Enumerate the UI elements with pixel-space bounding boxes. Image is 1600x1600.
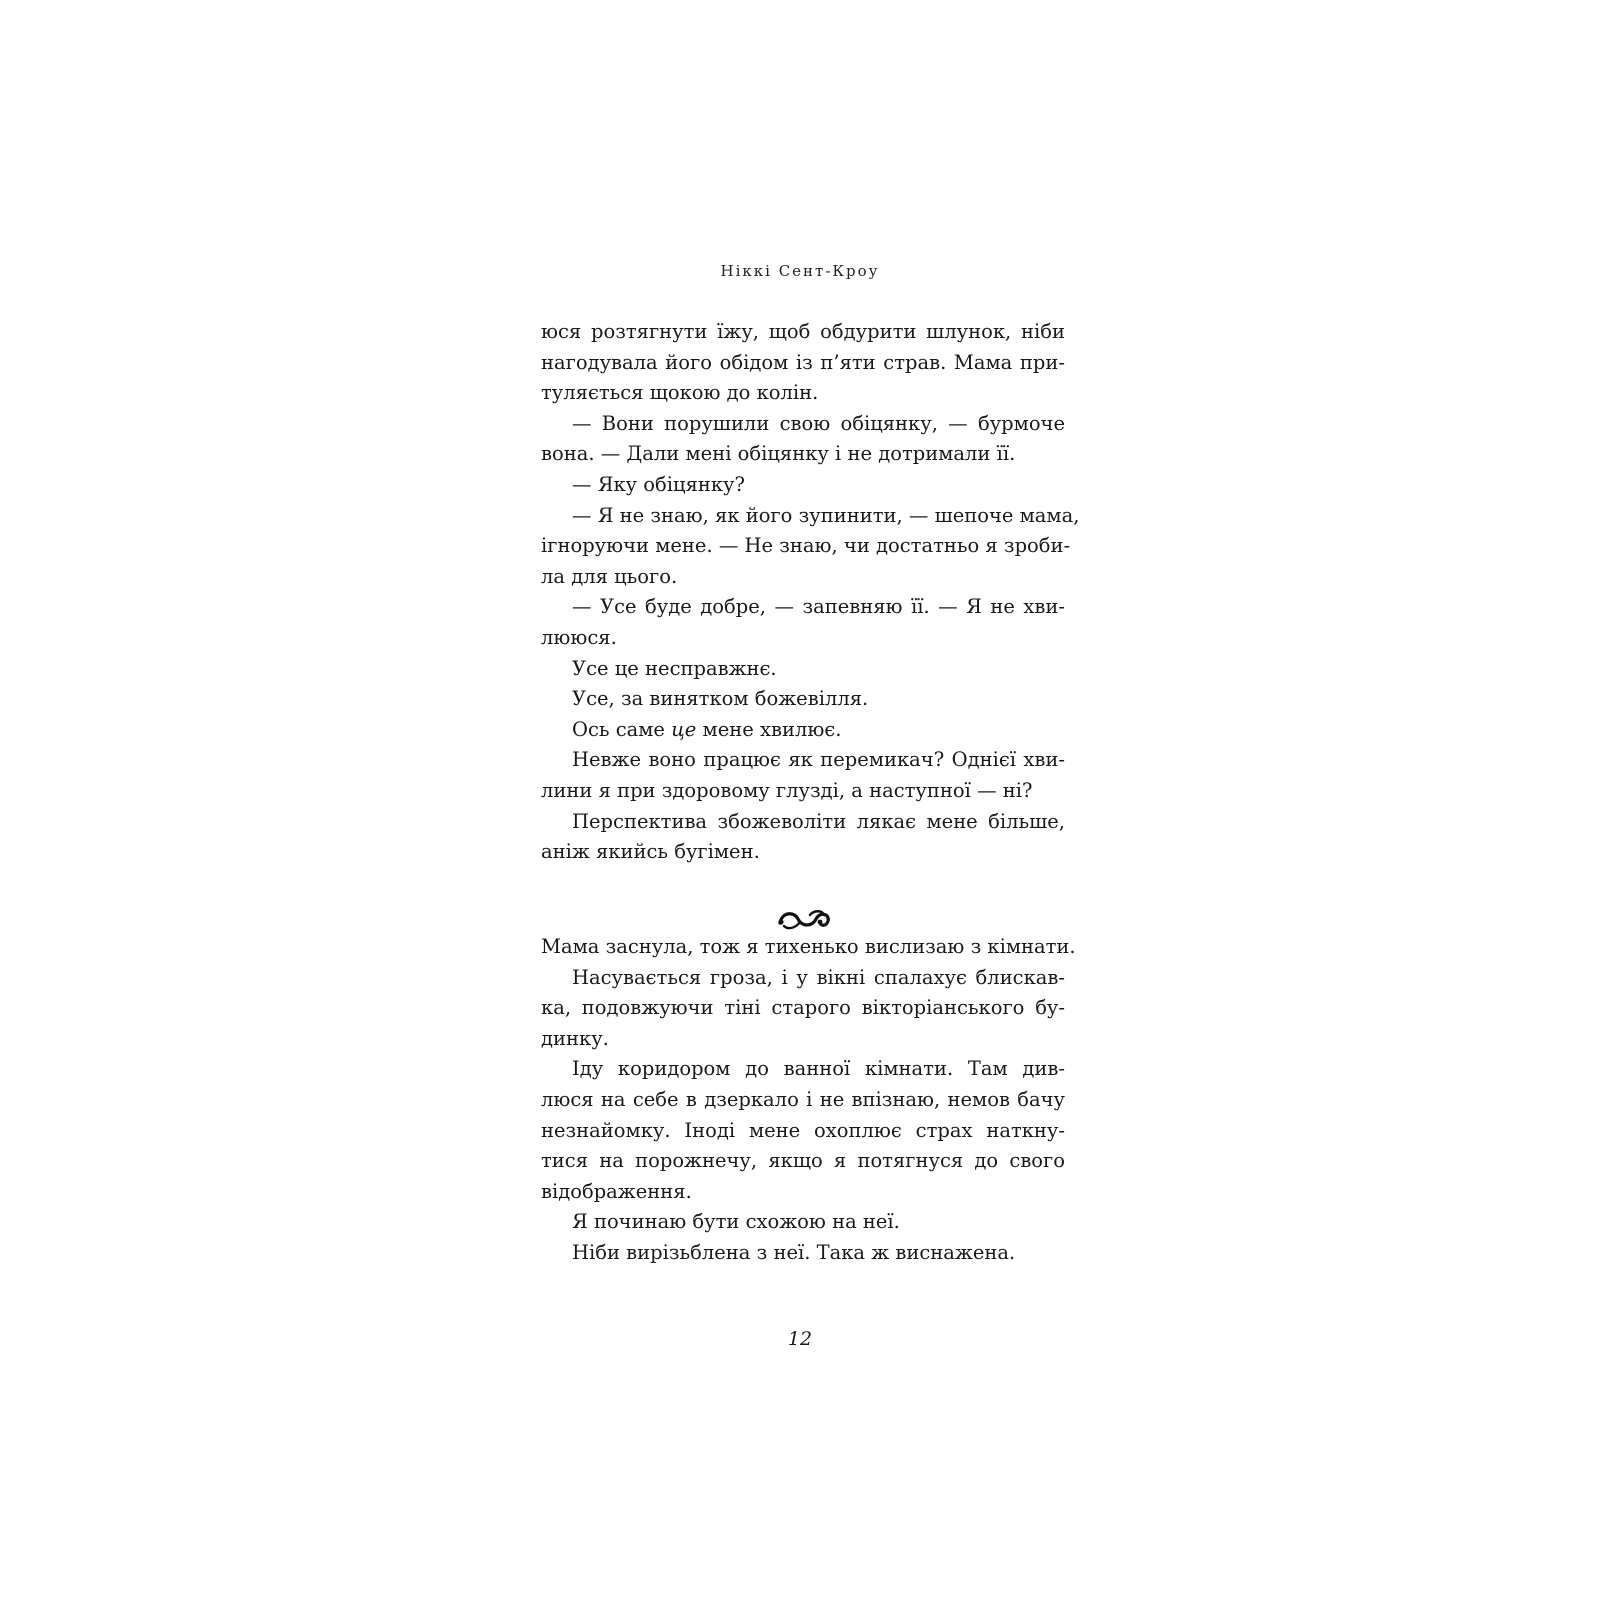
text-block-bottom bbox=[541, 932, 1076, 1269]
text-segment: мене хвилює. bbox=[696, 717, 842, 741]
running-head-author: Ніккі Сент-Кроу bbox=[720, 262, 880, 280]
text-line: Я починаю бути схожою на неї. bbox=[572, 1210, 900, 1234]
text-line: Мама заснула, тож я тихенько вислизаю з кімнати. bbox=[541, 935, 1076, 958]
text-line: ігноруючи мене. — Не знаю, чи достатньо я зроби- bbox=[541, 534, 1071, 558]
text-line: незнайомку. Іноді мене охоплює страх наткну- bbox=[541, 1118, 1065, 1142]
text-line: відображення. bbox=[541, 1179, 692, 1203]
text-line: Ніби вирізьблена з неї. Така ж виснажена. bbox=[572, 1240, 1016, 1264]
text-block-top bbox=[541, 317, 1080, 868]
text-line: юся розтягнути їжу, щоб обдурити шлунок, ніби bbox=[541, 320, 1065, 343]
text-line: Іду коридором до ванної кімнати. Там див- bbox=[572, 1057, 1065, 1081]
text-line: Усе, за винятком божевілля. bbox=[572, 687, 869, 711]
text-line: ла для цього. bbox=[541, 564, 678, 588]
text-line: люся на себе в дзеркало і не впізнаю, немов бачу bbox=[541, 1087, 1065, 1111]
text-line: Перспектива збожеволіти лякає мене більше, bbox=[572, 809, 1065, 833]
text-line: аніж якийсь бугімен. bbox=[541, 840, 760, 864]
text-line: ка, подовжуючи тіні старого вікторіанського бу- bbox=[541, 996, 1065, 1020]
text-line: — Я не знаю, як його зупинити, — шепоче мама, bbox=[572, 503, 1080, 527]
text-line: — Яку обіцянку? bbox=[572, 472, 745, 496]
text-line: динку. bbox=[541, 1026, 609, 1050]
emphasis-word: це bbox=[671, 717, 697, 741]
text-line: лююся. bbox=[541, 625, 617, 649]
text-segment: Ось саме bbox=[572, 717, 672, 741]
text-line: — Усе буде добре, — запевняю її. — Я не хви- bbox=[572, 595, 1065, 619]
text-line: туляється щокою до колін. bbox=[541, 381, 819, 405]
text-line: Невже воно працює як перемикач? Однієї хви- bbox=[572, 748, 1065, 772]
page-number: 12 bbox=[787, 1328, 813, 1350]
text-line: вона. — Дали мені обіцянку і не дотримали її. bbox=[541, 442, 1016, 466]
text-line-emphasis bbox=[541, 715, 1065, 746]
text-line: — Вони порушили свою обіцянку, — бурмоче bbox=[572, 411, 1065, 435]
fleuron-ornament-icon bbox=[776, 906, 832, 932]
text-line: Насувається гроза, і у вікні спалахує блискав- bbox=[572, 965, 1065, 989]
text-line: нагодувала його обідом із п’яти страв. Мама при- bbox=[541, 350, 1065, 374]
text-line: лини я при здоровому глузді, а наступної — ні? bbox=[541, 778, 1033, 802]
text-line: тися на порожнечу, якщо я потягнуся до свого bbox=[541, 1149, 1065, 1173]
text-line: Усе це несправжнє. bbox=[572, 656, 777, 680]
